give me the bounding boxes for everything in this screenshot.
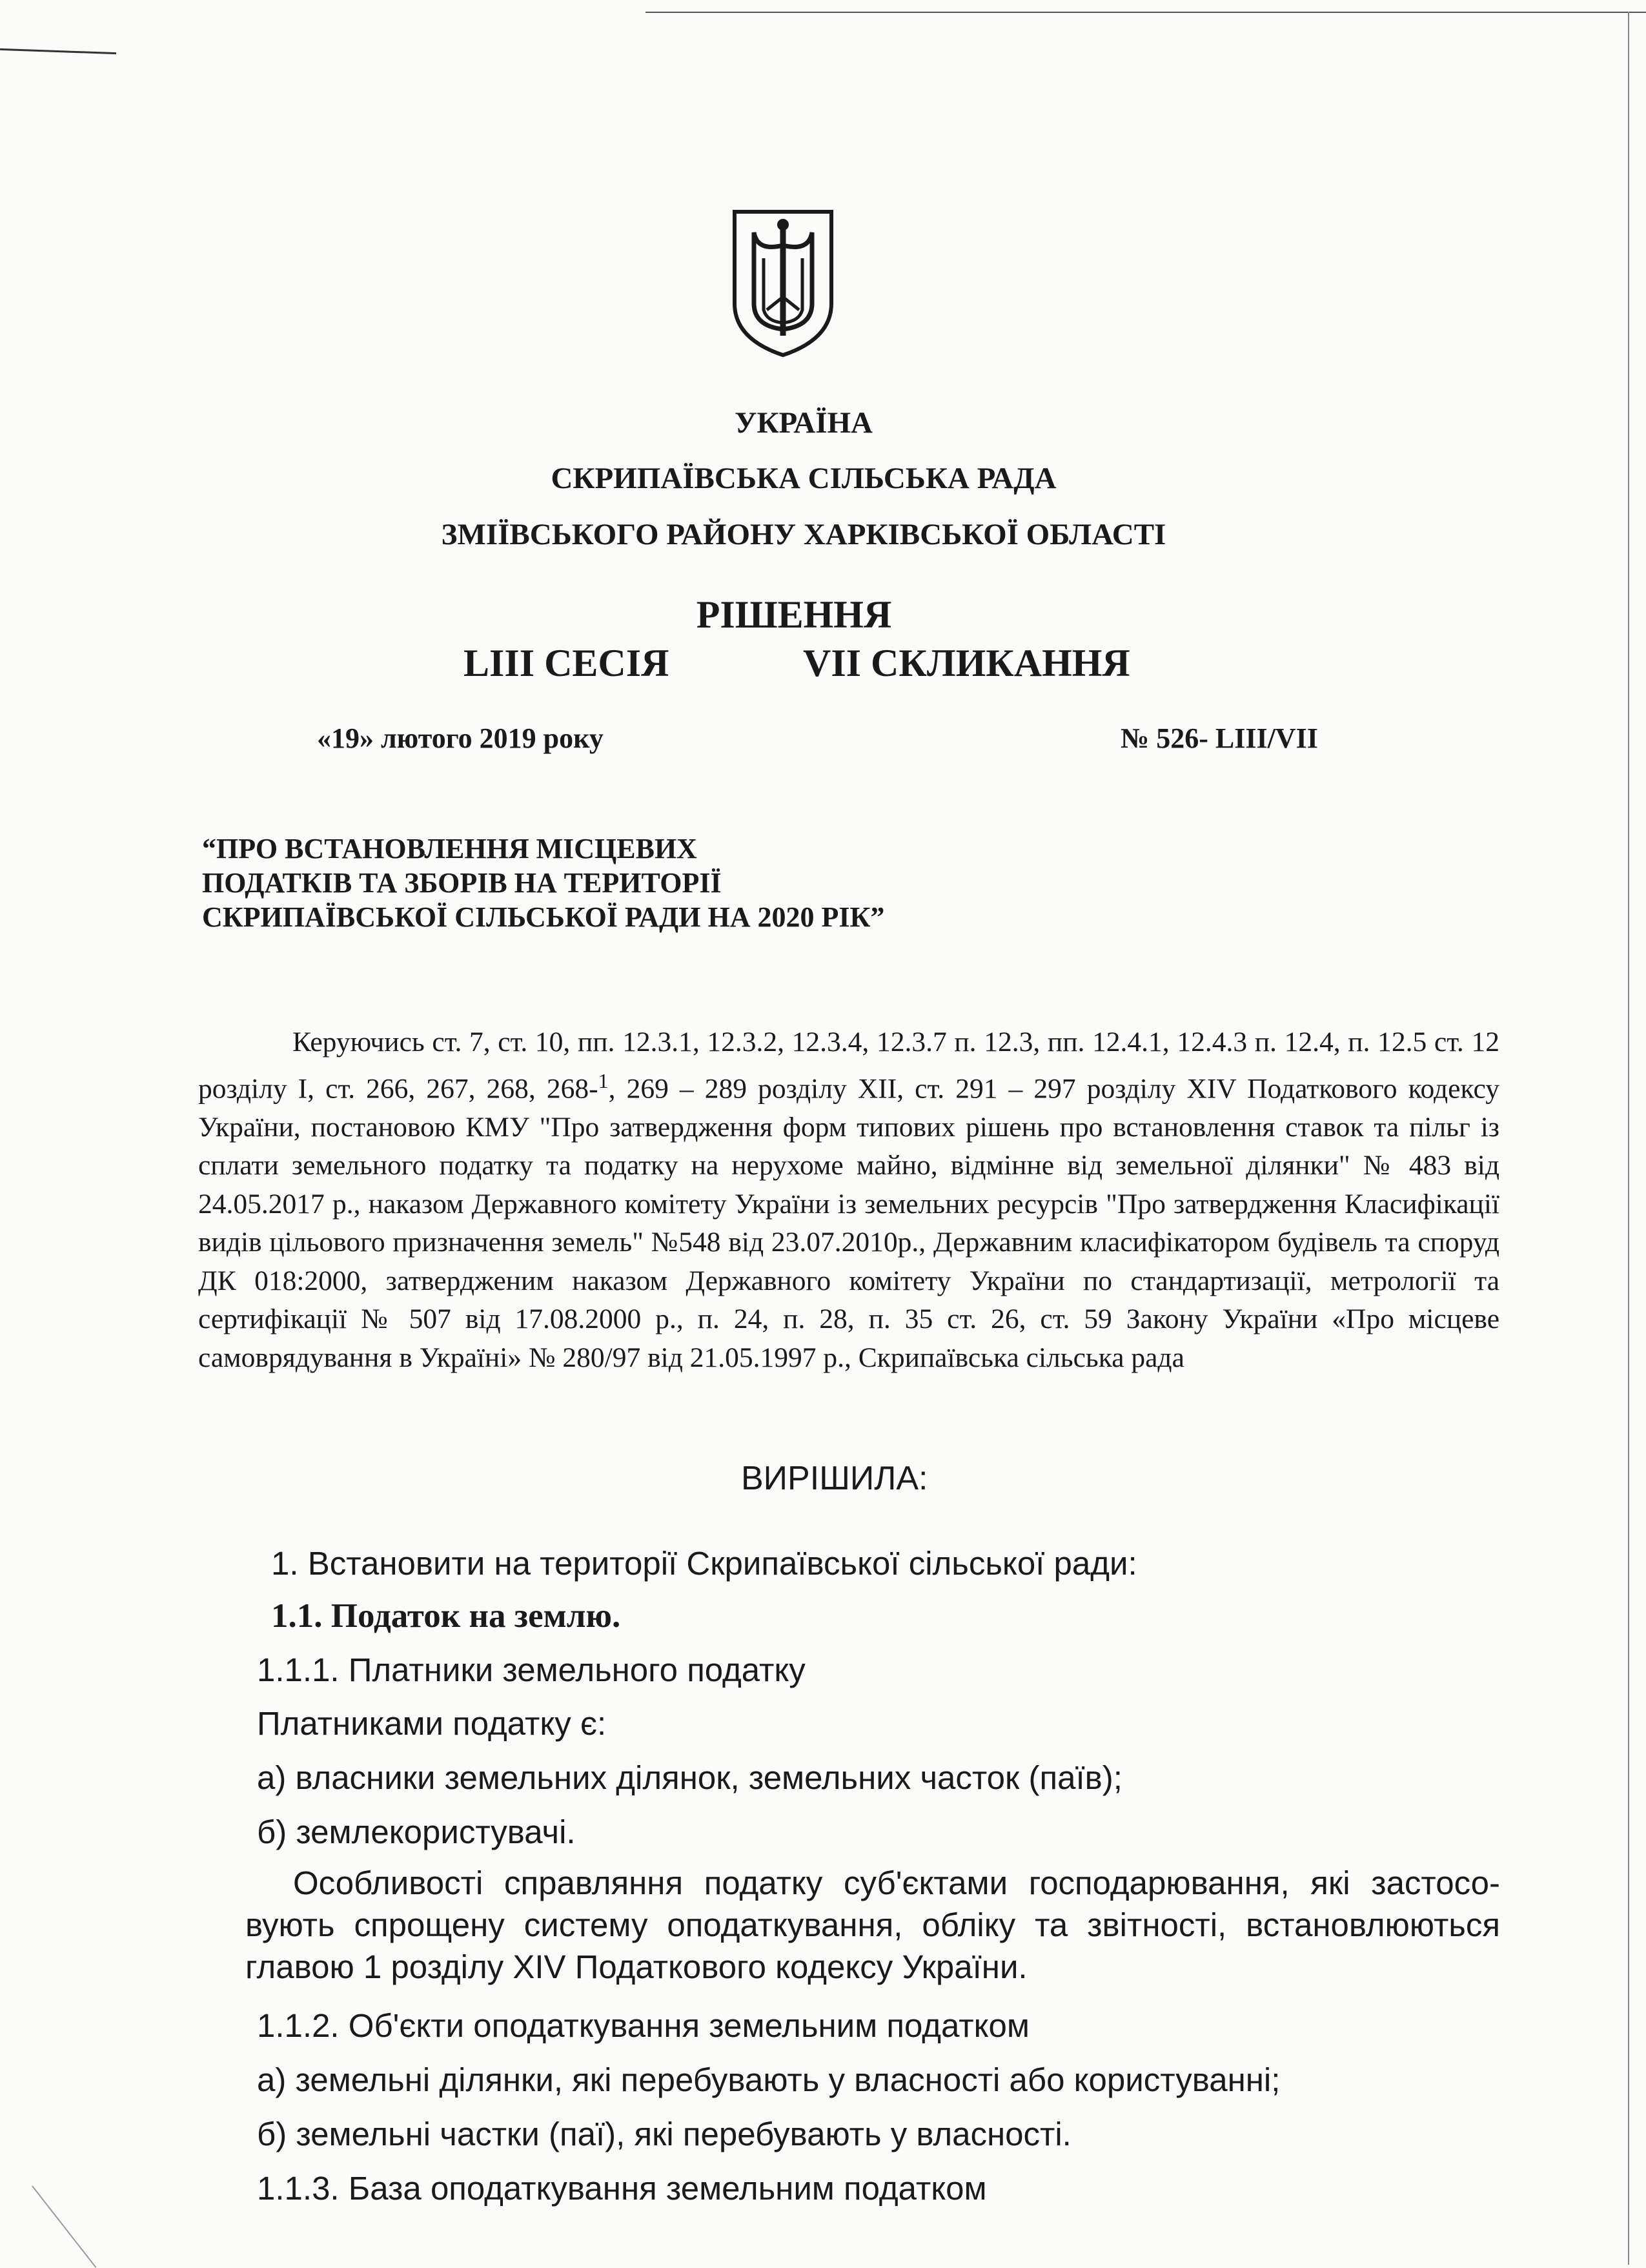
scan-mark-top-right (645, 12, 1646, 13)
header-council: СКРИПАЇВСЬКА СІЛЬСЬКА РАДА (551, 462, 1057, 495)
payer-b: б) землекористувачі. (257, 1813, 576, 1850)
item-1-1-3: 1.1.3. База оподаткування земельним податком (257, 2170, 987, 2207)
object-a: а) земельні ділянки, які перебувають у власності або користуванні; (257, 2061, 1281, 2098)
payers-intro: Платниками податку є: (257, 1705, 607, 1742)
object-b: б) земельні частки (паї), які перебувають у власності. (257, 2116, 1072, 2152)
decision-number: № 526- LIII/VII (1121, 722, 1318, 754)
preamble-text-2: , 269 – 289 розділу XII, ст. 291 – 297 розділу XIV Податкового кодексу України, постановою КМУ "Про затвердження форм типових рішень про встановлення ставок та пільг із сплати земельного податку та податку на нерухоме майно, відмінне від земельної ділянки" № 483 від 24.05.2017 р., наказом Державного комітету України із земельних ресурсів "Про затвердження Класифікації видів цільового призначення земель" №548 від 23.07.2010р., Державним класифікатором будівель та споруд ДК 018:2000, затвердженим наказом Державного комітету України по стандартизації, метрології та сертифікації № 507 від 17.08.2000 р., п. 24, п. 28, п. 35 ст. 26, ст. 59 Закону України «Про місцеве самоврядування в Україні» № 280/97 від 21.05.1997 р., Скрипаївська сільська рада (198, 1073, 1499, 1373)
header-district: ЗМІЇВСЬКОГО РАЙОНУ ХАРКІВСЬКОЇ ОБЛАСТІ (441, 518, 1166, 551)
session-label: LIII СЕСІЯ (463, 642, 669, 684)
subject-line-1: “ПРО ВСТАНОВЛЕННЯ МІСЦЕВИХ (202, 833, 697, 864)
scan-mark-bottom-left (32, 2185, 96, 2267)
features-text: Особливості справляння податку суб'єктами господарювання, які застосо-вують спрощену систему оподаткування, обліку та звітності, встановлюються главою 1 розділу XIV Податкового кодексу України. (245, 1864, 1500, 1985)
decision-subject (202, 832, 1041, 934)
item-1-1: 1.1. Податок на землю. (271, 1597, 621, 1635)
scan-mark-right-edge (1628, 12, 1629, 2265)
subject-line-3: СКРИПАЇВСЬКОЇ СІЛЬСЬКОЇ РАДИ НА 2020 РІК” (202, 901, 885, 933)
decision-date: «19» лютого 2019 року (317, 722, 604, 754)
preamble-paragraph (198, 1023, 1499, 1377)
item-1-1-2: 1.1.2. Об'єкти оподаткування земельним податком (257, 2007, 1030, 2044)
features-paragraph (245, 1862, 1500, 1988)
resolved-heading: ВИРІШИЛА: (741, 1460, 928, 1497)
preamble-superscript: 1 (598, 1068, 609, 1092)
subject-line-2: ПОДАТКІВ ТА ЗБОРІВ НА ТЕРИТОРІЇ (202, 867, 722, 899)
preamble-text-1: Керуючись ст. 7, ст. 10, пп. 12.3.1, 12.3.2, 12.3.4, 12.3.7 п. 12.3, пп. 12.4.1, 12.4.3 п. 12.4, п. 12.5 ст. 12 розділу I, ст. 266, 267, 268, 268- (198, 1027, 1499, 1104)
coat-of-arms-icon (728, 207, 838, 359)
scan-mark-top-left (0, 48, 116, 54)
header-country: УКРАЇНА (734, 406, 873, 440)
item-1: 1. Встановити на території Скрипаївської сільської ради: (271, 1545, 1137, 1582)
item-1-1-1: 1.1.1. Платники земельного податку (257, 1651, 806, 1688)
convocation-label: VII СКЛИКАННЯ (803, 642, 1130, 684)
payer-a: а) власники земельних ділянок, земельних часток (паїв); (257, 1759, 1123, 1796)
decision-title: РІШЕННЯ (696, 593, 892, 636)
